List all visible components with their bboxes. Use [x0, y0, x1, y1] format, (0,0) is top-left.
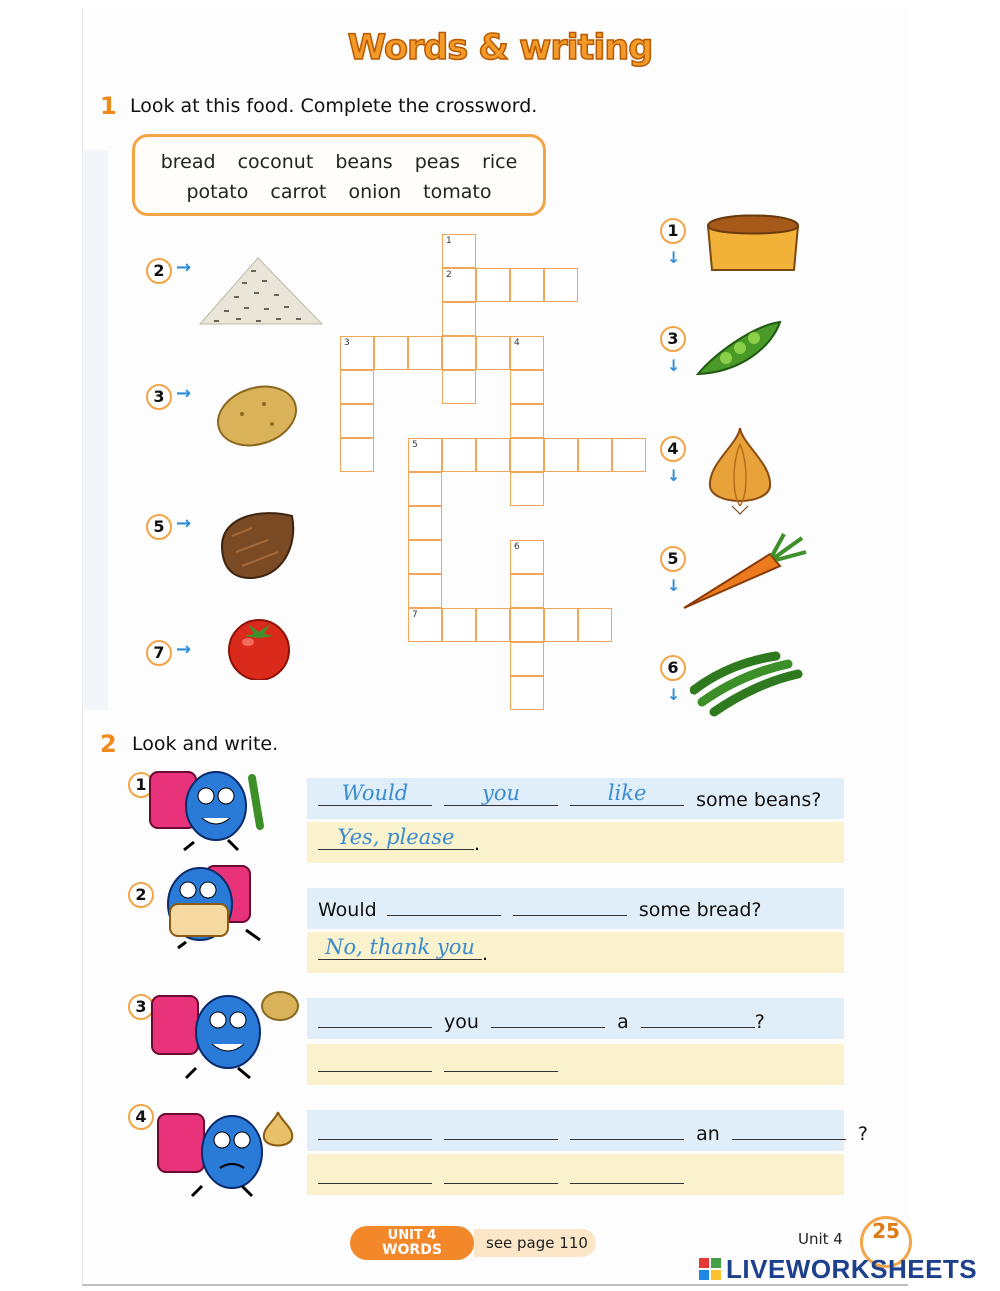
crossword-cell[interactable]: [340, 404, 374, 438]
crossword-cell[interactable]: [476, 608, 510, 642]
crossword-cell[interactable]: [442, 302, 476, 336]
arrow-down-icon: ↓: [667, 248, 681, 267]
crossword-cell[interactable]: [442, 370, 476, 404]
clue-down-3-badge: 3: [660, 326, 686, 352]
clue-across-3-badge: 3: [146, 384, 172, 410]
crossword-cell[interactable]: [578, 608, 612, 642]
crossword-cell[interactable]: [544, 268, 578, 302]
crossword-cell[interactable]: [510, 608, 544, 642]
crossword-cell[interactable]: [510, 676, 544, 710]
cell-number: 7: [412, 610, 418, 620]
crossword-cell[interactable]: [340, 438, 374, 472]
cell-number: 6: [514, 542, 520, 552]
item-2-answer: [318, 935, 489, 965]
answer-blank[interactable]: you: [444, 786, 558, 806]
word-box-item: carrot: [270, 181, 327, 203]
item-4-badge: 4: [128, 1104, 154, 1130]
answer-suffix: .: [482, 943, 489, 965]
crossword-cell[interactable]: [476, 268, 510, 302]
answer-blank[interactable]: Would: [318, 786, 432, 806]
crossword-cell[interactable]: [510, 574, 544, 608]
exercise-2-number: 2: [100, 730, 117, 758]
answer-blank[interactable]: [570, 1164, 684, 1184]
clue-across-7-badge: 7: [146, 640, 172, 666]
word-box: [132, 134, 546, 216]
cell-number: 4: [514, 338, 520, 348]
rice-icon: [196, 252, 326, 330]
arrow-right-icon: →: [176, 257, 192, 278]
page-edge-shadow: [82, 150, 108, 710]
cell-number: 5: [412, 440, 418, 450]
onion-icon: [702, 424, 778, 516]
word-box-item: potato: [186, 181, 249, 203]
crossword-cell[interactable]: [510, 370, 544, 404]
crossword-cell[interactable]: [510, 438, 544, 472]
crossword-cell[interactable]: [544, 438, 578, 472]
cell-number: 2: [446, 270, 452, 280]
question-word: a: [617, 1011, 629, 1033]
brand-text: LIVEWORKSHEETS: [726, 1254, 978, 1284]
crossword-cell[interactable]: [612, 438, 646, 472]
crossword-cell[interactable]: [510, 642, 544, 676]
question-suffix: some beans?: [696, 789, 822, 811]
beans-icon: [690, 650, 804, 720]
crossword-cell[interactable]: [510, 404, 544, 438]
crossword-cell[interactable]: [408, 574, 442, 608]
answer-blank[interactable]: [444, 1164, 558, 1184]
answer-blank[interactable]: No, thank you: [318, 940, 482, 960]
crossword-cell[interactable]: [578, 438, 612, 472]
crossword-cell[interactable]: [442, 438, 476, 472]
word-box-item: bread: [160, 151, 216, 173]
answer-blank[interactable]: [570, 1120, 684, 1140]
clue-down-5-badge: 5: [660, 546, 686, 572]
arrow-down-icon: ↓: [667, 576, 681, 595]
answer-blank[interactable]: [641, 1008, 755, 1028]
item-1-answer: [318, 825, 481, 855]
clue-down-6-badge: 6: [660, 655, 686, 681]
cell-number: 3: [344, 338, 350, 348]
peas-icon: [692, 316, 786, 382]
word-box-item: coconut: [237, 151, 314, 173]
bread-icon: [700, 206, 806, 276]
answer-blank[interactable]: like: [570, 786, 684, 806]
item-1-question: [318, 781, 822, 811]
tomato-icon: [222, 612, 296, 680]
page-number: 25: [860, 1216, 912, 1268]
crossword-cell[interactable]: [408, 608, 442, 642]
crossword-cell[interactable]: [340, 336, 374, 370]
crossword-cell[interactable]: [510, 268, 544, 302]
crossword-cell[interactable]: [510, 472, 544, 506]
answer-blank[interactable]: [444, 1052, 558, 1072]
item-2-question: [318, 896, 762, 921]
answer-suffix: .: [474, 833, 481, 855]
item-3-answer: [318, 1052, 564, 1077]
crossword-cell[interactable]: [374, 336, 408, 370]
crossword-cell[interactable]: [408, 472, 442, 506]
answer-blank[interactable]: [318, 1052, 432, 1072]
unit-pill-bottom: WORDS: [382, 1242, 442, 1258]
see-page-reference: see page 110: [474, 1229, 596, 1257]
liveworksheets-brand: [698, 1254, 977, 1285]
answer-blank[interactable]: [387, 896, 501, 916]
clue-down-1-badge: 1: [660, 218, 686, 244]
exercise-2-instruction: Look and write.: [132, 733, 279, 755]
crossword-cell[interactable]: [476, 438, 510, 472]
crossword-cell[interactable]: [476, 336, 510, 370]
crossword-cell[interactable]: [544, 608, 578, 642]
arrow-down-icon: ↓: [667, 685, 681, 704]
coconut-icon: [212, 506, 300, 582]
crossword-cell[interactable]: [408, 540, 442, 574]
arrow-right-icon: →: [176, 639, 192, 660]
item-3-question: [318, 1008, 765, 1033]
monsters-with-potato-icon: [146, 988, 302, 1080]
crossword-cell[interactable]: [408, 506, 442, 540]
arrow-down-icon: ↓: [667, 466, 681, 485]
answer-blank[interactable]: [732, 1120, 846, 1140]
liveworksheets-logo-icon: [698, 1257, 722, 1281]
exercise-1-number: 1: [100, 92, 117, 120]
answer-blank[interactable]: [444, 1120, 558, 1140]
crossword-cell[interactable]: [442, 234, 476, 268]
clue-across-5-badge: 5: [146, 514, 172, 540]
question-suffix: some bread?: [638, 899, 762, 921]
arrow-right-icon: →: [176, 513, 192, 534]
arrow-right-icon: →: [176, 383, 192, 404]
item-2-badge: 2: [128, 882, 154, 908]
crossword-cell[interactable]: [510, 540, 544, 574]
answer-blank[interactable]: [491, 1008, 605, 1028]
item-4-question: [318, 1120, 868, 1145]
monsters-with-onion-icon: [152, 1106, 298, 1198]
crossword-cell[interactable]: [442, 268, 476, 302]
question-word: you: [444, 1011, 479, 1033]
monsters-with-beans-icon: [144, 766, 280, 852]
unit-label: Unit 4: [798, 1230, 843, 1248]
exercise-1-instruction: Look at this food. Complete the crossword.: [130, 95, 538, 117]
unit-words-pill: [350, 1226, 474, 1260]
cell-number: 1: [446, 236, 452, 246]
carrot-icon: [680, 530, 810, 614]
crossword-cell[interactable]: [340, 370, 374, 404]
arrow-down-icon: ↓: [667, 356, 681, 375]
question-word: an: [696, 1123, 720, 1145]
clue-across-2-badge: 2: [146, 258, 172, 284]
word-box-item: onion: [348, 181, 402, 203]
crossword-cell[interactable]: [442, 608, 476, 642]
item-4-answer: [318, 1164, 690, 1189]
answer-blank[interactable]: Yes, please: [318, 830, 474, 850]
page-title: Words & writing: [347, 28, 653, 68]
monsters-with-bread-icon: [156, 860, 272, 950]
crossword-cell[interactable]: [408, 438, 442, 472]
crossword-cell[interactable]: [510, 336, 544, 370]
item-3-badge: 3: [128, 994, 154, 1020]
question-end: ?: [857, 1123, 869, 1145]
item-1-badge: 1: [128, 772, 154, 798]
question-prefix: Would: [318, 899, 377, 921]
word-box-item: rice: [482, 151, 518, 173]
answer-blank[interactable]: [318, 1008, 432, 1028]
word-box-item: tomato: [423, 181, 492, 203]
crossword-cell[interactable]: [408, 336, 442, 370]
clue-down-4-badge: 4: [660, 436, 686, 462]
crossword-cell[interactable]: [442, 336, 476, 370]
answer-blank[interactable]: [318, 1164, 432, 1184]
answer-blank[interactable]: [318, 1120, 432, 1140]
answer-blank[interactable]: [513, 896, 627, 916]
word-box-item: peas: [414, 151, 461, 173]
word-box-item: beans: [335, 151, 393, 173]
potato-icon: [212, 380, 302, 450]
unit-pill-top: UNIT 4: [387, 1228, 437, 1243]
question-end: ?: [754, 1011, 765, 1033]
